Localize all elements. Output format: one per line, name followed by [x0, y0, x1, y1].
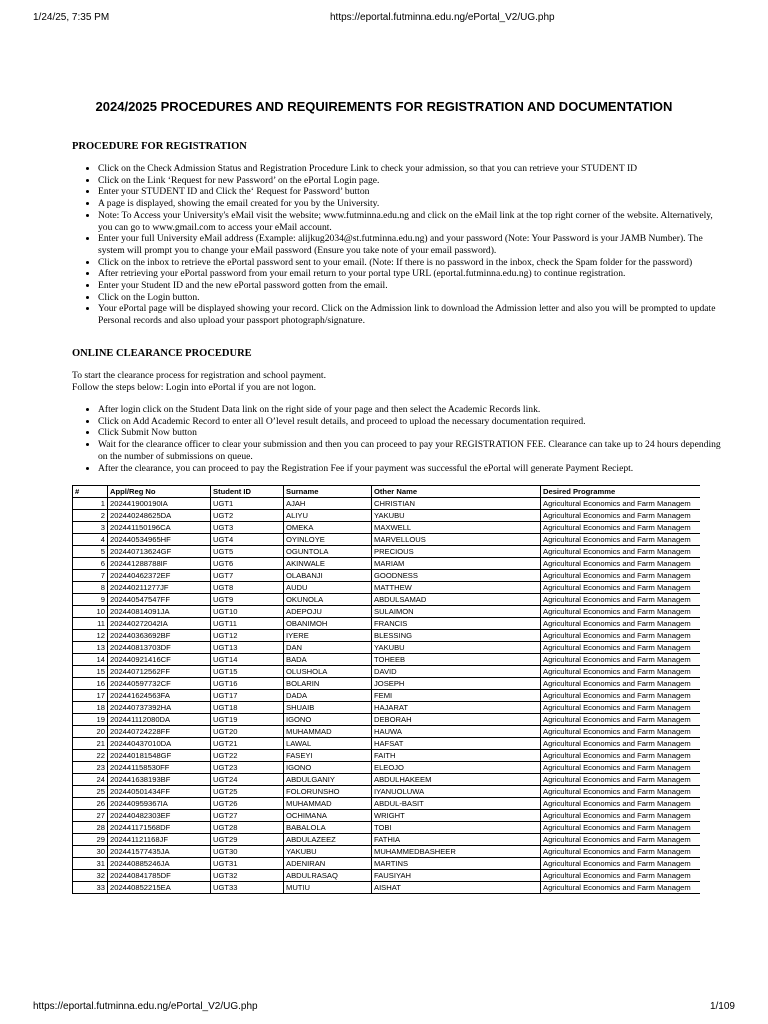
registration-step: • Enter your full University eMail address (Example: alijkug2034@st.futminna.edu.ng) and your password (Note: Your Password is your JAMB Number). The system will prompt you to change your eMail password (Ensure you take note of your email password).: [98, 233, 726, 256]
student-id-cell: UGT8: [211, 582, 284, 594]
appl-reg-no-cell: 202440737392HA: [108, 702, 211, 714]
row-number-cell: 13: [73, 642, 108, 654]
appl-reg-no-cell: 202441577435JA: [108, 846, 211, 858]
table-row: [73, 510, 701, 522]
clearance-intro-line-1: To start the clearance process for registration and school payment.: [72, 370, 326, 381]
row-number-cell: 6: [73, 558, 108, 570]
other-name-cell: FATHIA: [372, 834, 541, 846]
table-row: [73, 570, 701, 582]
row-number-cell: 11: [73, 618, 108, 630]
desired-programme-cell: Agricultural Economics and Farm Managem: [541, 870, 701, 882]
desired-programme-cell: Agricultural Economics and Farm Managem: [541, 654, 701, 666]
table-row: [73, 750, 701, 762]
desired-programme-cell: Agricultural Economics and Farm Managem: [541, 786, 701, 798]
table-row: [73, 654, 701, 666]
desired-programme-cell: Agricultural Economics and Farm Managem: [541, 618, 701, 630]
clearance-heading: ONLINE CLEARANCE PROCEDURE: [72, 348, 252, 359]
student-id-cell: UGT19: [211, 714, 284, 726]
other-name-cell: MUHAMMEDBASHEER: [372, 846, 541, 858]
table-row: [73, 870, 701, 882]
table-row: [73, 786, 701, 798]
page-number: 1/109: [709, 1001, 735, 1012]
other-name-cell: DAVID: [372, 666, 541, 678]
table-row: [73, 498, 701, 510]
row-number-cell: 32: [73, 870, 108, 882]
registration-step: • Enter your STUDENT ID and Click the‘ Request for Password’ button: [98, 186, 726, 198]
row-number-cell: 7: [73, 570, 108, 582]
desired-programme-cell: Agricultural Economics and Farm Managem: [541, 762, 701, 774]
appl-reg-no-cell: 202440921416CF: [108, 654, 211, 666]
surname-cell: SHUAIB: [284, 702, 372, 714]
surname-cell: ABDULRASAQ: [284, 870, 372, 882]
desired-programme-cell: Agricultural Economics and Farm Managem: [541, 726, 701, 738]
appl-reg-no-cell: 202441150196CA: [108, 522, 211, 534]
appl-reg-no-cell: 202441624563FA: [108, 690, 211, 702]
appl-reg-no-cell: 202440462372EF: [108, 570, 211, 582]
other-name-cell: ABDUL-BASIT: [372, 798, 541, 810]
student-id-cell: UGT12: [211, 630, 284, 642]
row-number-cell: 15: [73, 666, 108, 678]
surname-cell: AUDU: [284, 582, 372, 594]
surname-cell: OGUNTOLA: [284, 546, 372, 558]
surname-cell: OYINLOYE: [284, 534, 372, 546]
other-name-cell: TOHEEB: [372, 654, 541, 666]
desired-programme-cell: Agricultural Economics and Farm Managem: [541, 774, 701, 786]
row-number-cell: 17: [73, 690, 108, 702]
row-number-cell: 31: [73, 858, 108, 870]
table-row: [73, 774, 701, 786]
appl-reg-no-cell: 202440597732CF: [108, 678, 211, 690]
student-table: [72, 485, 700, 894]
registration-step: • Your ePortal page will be displayed showing your record. Click on the Admission link to download the Admission letter and also you will be prompted to update Personal records and also upload your passport photograph/signature.: [98, 303, 726, 326]
student-id-cell: UGT11: [211, 618, 284, 630]
other-name-cell: FAUSIYAH: [372, 870, 541, 882]
table-row: [73, 738, 701, 750]
other-name-cell: JOSEPH: [372, 678, 541, 690]
other-name-cell: DEBORAH: [372, 714, 541, 726]
surname-cell: ADENIRAN: [284, 858, 372, 870]
other-name-cell: HAUWA: [372, 726, 541, 738]
row-number-cell: 30: [73, 846, 108, 858]
row-number-cell: 24: [73, 774, 108, 786]
student-id-cell: UGT27: [211, 810, 284, 822]
desired-programme-cell: Agricultural Economics and Farm Managem: [541, 582, 701, 594]
appl-reg-no-cell: 202440713624GF: [108, 546, 211, 558]
col-header-student-id: Student ID: [211, 486, 284, 498]
desired-programme-cell: Agricultural Economics and Farm Managem: [541, 630, 701, 642]
appl-reg-no-cell: 202440814091JA: [108, 606, 211, 618]
appl-reg-no-cell: 202441158530FF: [108, 762, 211, 774]
col-header-appl-reg-no: Appl/Reg No: [108, 486, 211, 498]
other-name-cell: WRIGHT: [372, 810, 541, 822]
clearance-step: • After login click on the Student Data link on the right side of your page and then select the Academic Records link.: [98, 404, 726, 416]
desired-programme-cell: Agricultural Economics and Farm Managem: [541, 570, 701, 582]
row-number-cell: 10: [73, 606, 108, 618]
desired-programme-cell: Agricultural Economics and Farm Managem: [541, 822, 701, 834]
student-id-cell: UGT5: [211, 546, 284, 558]
row-number-cell: 23: [73, 762, 108, 774]
appl-reg-no-cell: 202440534965HF: [108, 534, 211, 546]
table-row: [73, 846, 701, 858]
row-number-cell: 21: [73, 738, 108, 750]
table-row: [73, 666, 701, 678]
student-id-cell: UGT24: [211, 774, 284, 786]
desired-programme-cell: Agricultural Economics and Farm Managem: [541, 642, 701, 654]
surname-cell: FASEYI: [284, 750, 372, 762]
other-name-cell: AISHAT: [372, 882, 541, 894]
appl-reg-no-cell: 202441171568DF: [108, 822, 211, 834]
other-name-cell: BLESSING: [372, 630, 541, 642]
student-id-cell: UGT22: [211, 750, 284, 762]
appl-reg-no-cell: 202440211277JF: [108, 582, 211, 594]
other-name-cell: FRANCIS: [372, 618, 541, 630]
other-name-cell: ABDULHAKEEM: [372, 774, 541, 786]
table-row: [73, 834, 701, 846]
surname-cell: OBANIMOH: [284, 618, 372, 630]
student-id-cell: UGT1: [211, 498, 284, 510]
student-id-cell: UGT26: [211, 798, 284, 810]
table-row: [73, 618, 701, 630]
row-number-cell: 8: [73, 582, 108, 594]
desired-programme-cell: Agricultural Economics and Farm Managem: [541, 810, 701, 822]
student-id-cell: UGT33: [211, 882, 284, 894]
row-number-cell: 33: [73, 882, 108, 894]
desired-programme-cell: Agricultural Economics and Farm Managem: [541, 534, 701, 546]
surname-cell: BADA: [284, 654, 372, 666]
desired-programme-cell: Agricultural Economics and Farm Managem: [541, 738, 701, 750]
appl-reg-no-cell: 202440813703DF: [108, 642, 211, 654]
desired-programme-cell: Agricultural Economics and Farm Managem: [541, 558, 701, 570]
other-name-cell: TOBI: [372, 822, 541, 834]
appl-reg-no-cell: 202440885246JA: [108, 858, 211, 870]
print-datetime: 1/24/25, 7:35 PM: [33, 12, 110, 23]
other-name-cell: MATTHEW: [372, 582, 541, 594]
row-number-cell: 1: [73, 498, 108, 510]
registration-steps-list: [72, 163, 726, 327]
student-table-container: [72, 485, 700, 894]
other-name-cell: HAFSAT: [372, 738, 541, 750]
other-name-cell: HAJARAT: [372, 702, 541, 714]
table-row: [73, 642, 701, 654]
row-number-cell: 28: [73, 822, 108, 834]
row-number-cell: 25: [73, 786, 108, 798]
surname-cell: DAN: [284, 642, 372, 654]
student-id-cell: UGT29: [211, 834, 284, 846]
row-number-cell: 26: [73, 798, 108, 810]
col-header-number: #: [73, 486, 108, 498]
registration-step: • Click on the Link ‘Request for new Password’ on the ePortal Login page.: [98, 175, 726, 187]
desired-programme-cell: Agricultural Economics and Farm Managem: [541, 606, 701, 618]
table-row: [73, 678, 701, 690]
desired-programme-cell: Agricultural Economics and Farm Managem: [541, 546, 701, 558]
table-row: [73, 558, 701, 570]
appl-reg-no-cell: 202440712562FF: [108, 666, 211, 678]
row-number-cell: 2: [73, 510, 108, 522]
surname-cell: ADEPOJU: [284, 606, 372, 618]
student-id-cell: UGT16: [211, 678, 284, 690]
appl-reg-no-cell: 202440248625DA: [108, 510, 211, 522]
surname-cell: MUTIU: [284, 882, 372, 894]
appl-reg-no-cell: 202441288788IF: [108, 558, 211, 570]
desired-programme-cell: Agricultural Economics and Farm Managem: [541, 522, 701, 534]
desired-programme-cell: Agricultural Economics and Farm Managem: [541, 750, 701, 762]
desired-programme-cell: Agricultural Economics and Farm Managem: [541, 498, 701, 510]
desired-programme-cell: Agricultural Economics and Farm Managem: [541, 666, 701, 678]
other-name-cell: ELEOJO: [372, 762, 541, 774]
student-id-cell: UGT6: [211, 558, 284, 570]
student-id-cell: UGT14: [211, 654, 284, 666]
clearance-step: • Click on Add Academic Record to enter all O’level result details, and proceed to upload the necessary documentation required.: [98, 416, 726, 428]
student-id-cell: UGT20: [211, 726, 284, 738]
surname-cell: OLUSHOLA: [284, 666, 372, 678]
student-id-cell: UGT30: [211, 846, 284, 858]
student-id-cell: UGT18: [211, 702, 284, 714]
table-row: [73, 594, 701, 606]
table-row: [73, 582, 701, 594]
row-number-cell: 9: [73, 594, 108, 606]
desired-programme-cell: Agricultural Economics and Farm Managem: [541, 594, 701, 606]
other-name-cell: YAKUBU: [372, 510, 541, 522]
table-row: [73, 630, 701, 642]
surname-cell: AKINWALE: [284, 558, 372, 570]
registration-step: • Click on the inbox to retrieve the ePortal password sent to your email. (Note: If there is no password in the inbox, check the Spam folder for the password): [98, 257, 726, 269]
table-row: [73, 882, 701, 894]
table-row: [73, 534, 701, 546]
table-row: [73, 690, 701, 702]
table-row: [73, 858, 701, 870]
student-id-cell: UGT15: [211, 666, 284, 678]
student-id-cell: UGT23: [211, 762, 284, 774]
other-name-cell: PRECIOUS: [372, 546, 541, 558]
appl-reg-no-cell: 202440272042IA: [108, 618, 211, 630]
print-header-url: https://eportal.futminna.edu.ng/ePortal_V2/UG.php: [330, 12, 555, 23]
surname-cell: OKUNOLA: [284, 594, 372, 606]
registration-step: • Click on the Login button.: [98, 292, 726, 304]
row-number-cell: 3: [73, 522, 108, 534]
clearance-steps-list: [72, 404, 726, 474]
appl-reg-no-cell: 202440841785DF: [108, 870, 211, 882]
desired-programme-cell: Agricultural Economics and Farm Managem: [541, 690, 701, 702]
surname-cell: BOLARIN: [284, 678, 372, 690]
registration-step: • A page is displayed, showing the email created for you by the University.: [98, 198, 726, 210]
student-id-cell: UGT31: [211, 858, 284, 870]
table-row: [73, 546, 701, 558]
appl-reg-no-cell: 202440437010DA: [108, 738, 211, 750]
appl-reg-no-cell: 202441121168JF: [108, 834, 211, 846]
student-id-cell: UGT32: [211, 870, 284, 882]
other-name-cell: YAKUBU: [372, 642, 541, 654]
other-name-cell: MAXWELL: [372, 522, 541, 534]
other-name-cell: SULAIMON: [372, 606, 541, 618]
surname-cell: BABALOLA: [284, 822, 372, 834]
surname-cell: IGONO: [284, 762, 372, 774]
student-id-cell: UGT9: [211, 594, 284, 606]
row-number-cell: 19: [73, 714, 108, 726]
surname-cell: LAWAL: [284, 738, 372, 750]
row-number-cell: 18: [73, 702, 108, 714]
table-row: [73, 822, 701, 834]
desired-programme-cell: Agricultural Economics and Farm Managem: [541, 702, 701, 714]
row-number-cell: 12: [73, 630, 108, 642]
surname-cell: ALIYU: [284, 510, 372, 522]
surname-cell: MUHAMMAD: [284, 798, 372, 810]
surname-cell: IYERE: [284, 630, 372, 642]
table-row: [73, 606, 701, 618]
desired-programme-cell: Agricultural Economics and Farm Managem: [541, 882, 701, 894]
other-name-cell: MARVELLOUS: [372, 534, 541, 546]
student-id-cell: UGT13: [211, 642, 284, 654]
desired-programme-cell: Agricultural Economics and Farm Managem: [541, 846, 701, 858]
student-id-cell: UGT2: [211, 510, 284, 522]
appl-reg-no-cell: 202440724228FF: [108, 726, 211, 738]
appl-reg-no-cell: 202440959367IA: [108, 798, 211, 810]
student-id-cell: UGT25: [211, 786, 284, 798]
surname-cell: FOLORUNSHO: [284, 786, 372, 798]
clearance-intro-line-2: Follow the steps below: Login into ePortal if you are not logon.: [72, 382, 317, 393]
other-name-cell: IYANUOLUWA: [372, 786, 541, 798]
surname-cell: OMEKA: [284, 522, 372, 534]
surname-cell: ABDULAZEEZ: [284, 834, 372, 846]
row-number-cell: 22: [73, 750, 108, 762]
col-header-other-name: Other Name: [372, 486, 541, 498]
surname-cell: YAKUBU: [284, 846, 372, 858]
print-footer-url: https://eportal.futminna.edu.ng/ePortal_V2/UG.php: [33, 1001, 258, 1012]
col-header-surname: Surname: [284, 486, 372, 498]
row-number-cell: 5: [73, 546, 108, 558]
table-row: [73, 522, 701, 534]
table-row: [73, 714, 701, 726]
appl-reg-no-cell: 202440852215EA: [108, 882, 211, 894]
other-name-cell: CHRISTIAN: [372, 498, 541, 510]
other-name-cell: MARTINS: [372, 858, 541, 870]
page-title: 2024/2025 PROCEDURES AND REQUIREMENTS FOR REGISTRATION AND DOCUMENTATION: [95, 99, 673, 114]
row-number-cell: 29: [73, 834, 108, 846]
table-row: [73, 726, 701, 738]
registration-heading: PROCEDURE FOR REGISTRATION: [72, 141, 247, 152]
desired-programme-cell: Agricultural Economics and Farm Managem: [541, 714, 701, 726]
student-id-cell: UGT10: [211, 606, 284, 618]
table-header-row: [73, 486, 701, 498]
appl-reg-no-cell: 202440482303EF: [108, 810, 211, 822]
surname-cell: AJAH: [284, 498, 372, 510]
appl-reg-no-cell: 202441900190IA: [108, 498, 211, 510]
other-name-cell: FEMI: [372, 690, 541, 702]
registration-step: • Enter your Student ID and the new ePortal password gotten from the email.: [98, 280, 726, 292]
surname-cell: MUHAMMAD: [284, 726, 372, 738]
registration-step: • Note: To Access your University's eMail visit the website; www.futminna.edu.ng and click on the eMail link at the top right corner of the website. Alternatively, you can go to www.gmail.com to access your eMail account.: [98, 210, 726, 233]
clearance-step: • After the clearance, you can proceed to pay the Registration Fee if your payment was successful the ePortal will generate Payment Reciept.: [98, 463, 726, 475]
clearance-step: • Click Submit Now button: [98, 427, 726, 439]
surname-cell: DADA: [284, 690, 372, 702]
col-header-desired-programme: Desired Programme: [541, 486, 701, 498]
surname-cell: OLABANJI: [284, 570, 372, 582]
student-id-cell: UGT3: [211, 522, 284, 534]
desired-programme-cell: Agricultural Economics and Farm Managem: [541, 834, 701, 846]
table-row: [73, 798, 701, 810]
other-name-cell: MARIAM: [372, 558, 541, 570]
clearance-step: • Wait for the clearance officer to clear your submission and then you can proceed to pay your REGISTRATION FEE. Clearance can take up to 24 hours depending on the number of submissions on queue.: [98, 439, 726, 462]
appl-reg-no-cell: 202441112080DA: [108, 714, 211, 726]
appl-reg-no-cell: 202440547547FF: [108, 594, 211, 606]
row-number-cell: 4: [73, 534, 108, 546]
student-id-cell: UGT7: [211, 570, 284, 582]
student-id-cell: UGT17: [211, 690, 284, 702]
surname-cell: OCHIMANA: [284, 810, 372, 822]
row-number-cell: 27: [73, 810, 108, 822]
table-row: [73, 810, 701, 822]
desired-programme-cell: Agricultural Economics and Farm Managem: [541, 798, 701, 810]
desired-programme-cell: Agricultural Economics and Farm Managem: [541, 858, 701, 870]
row-number-cell: 14: [73, 654, 108, 666]
desired-programme-cell: Agricultural Economics and Farm Managem: [541, 510, 701, 522]
appl-reg-no-cell: 202440181548GF: [108, 750, 211, 762]
registration-step: • After retrieving your ePortal password from your email return to your portal type URL (eportal.futminna.edu.ng) to continue registration.: [98, 268, 726, 280]
other-name-cell: FAITH: [372, 750, 541, 762]
row-number-cell: 20: [73, 726, 108, 738]
student-id-cell: UGT4: [211, 534, 284, 546]
student-id-cell: UGT21: [211, 738, 284, 750]
appl-reg-no-cell: 202440501434FF: [108, 786, 211, 798]
surname-cell: ABDULGANIY: [284, 774, 372, 786]
appl-reg-no-cell: 202440363692BF: [108, 630, 211, 642]
other-name-cell: GOODNESS: [372, 570, 541, 582]
other-name-cell: ABDULSAMAD: [372, 594, 541, 606]
table-row: [73, 762, 701, 774]
surname-cell: IGONO: [284, 714, 372, 726]
student-id-cell: UGT28: [211, 822, 284, 834]
desired-programme-cell: Agricultural Economics and Farm Managem: [541, 678, 701, 690]
row-number-cell: 16: [73, 678, 108, 690]
table-row: [73, 702, 701, 714]
registration-step: • Click on the Check Admission Status and Registration Procedure Link to check your admission, so that you can retrieve your STUDENT ID: [98, 163, 726, 175]
appl-reg-no-cell: 202441638193BF: [108, 774, 211, 786]
